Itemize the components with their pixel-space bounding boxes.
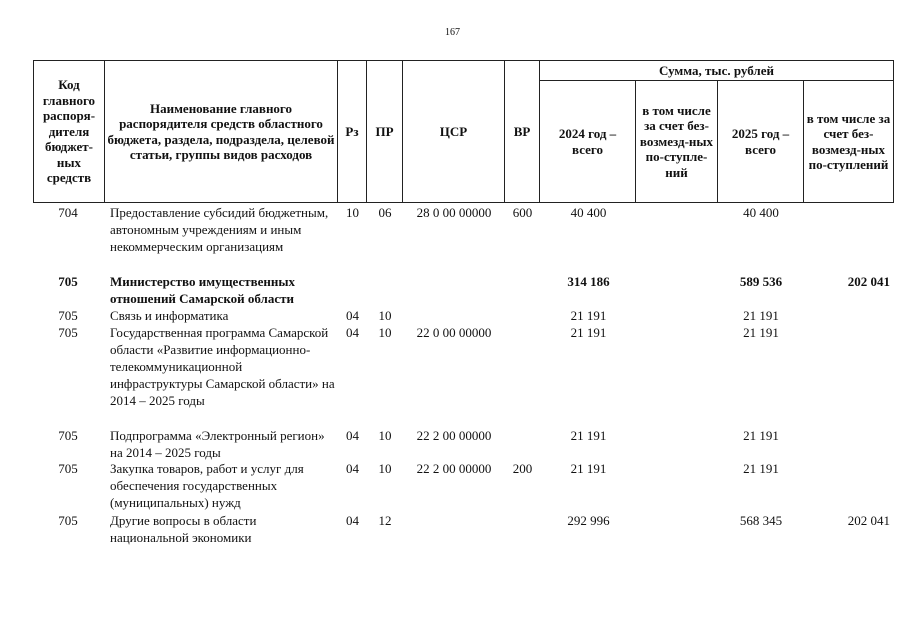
row-csr: 28 0 00 00000: [416, 205, 492, 220]
header-sum: Сумма, тыс. рублей: [540, 60, 894, 81]
row-2024: 314 186: [567, 274, 610, 289]
row-2025: 21 191: [743, 325, 779, 340]
row-2024: 21 191: [570, 428, 607, 443]
row-2024: 21 191: [570, 325, 607, 340]
row-rz: 04: [346, 325, 359, 340]
row-2024: 40 400: [570, 205, 607, 220]
row-vr: 600: [512, 205, 533, 220]
row-pr: 10: [378, 325, 392, 340]
row-2025: 568 345: [739, 513, 783, 528]
header-2025: 2025 год – всего: [718, 81, 804, 203]
row-csr: 22 0 00 00000: [416, 325, 492, 340]
row-rz: 04: [346, 308, 359, 323]
header-csr: ЦСР: [403, 60, 505, 203]
row-2025: 589 536: [739, 274, 783, 289]
header-2024: 2024 год – всего: [540, 81, 636, 203]
row-rz: 04: [346, 428, 359, 443]
row-pr: 06: [378, 205, 392, 220]
row-name: Министерство имущественных отношений Самарской области: [110, 274, 296, 306]
row-code: 705: [58, 513, 78, 528]
header-2025-bez: в том числе за счет без-возмезд-ных по-ступлений: [804, 81, 894, 203]
row-code: 704: [58, 205, 78, 220]
row-2024: 292 996: [567, 513, 610, 528]
row-name: Связь и информатика: [110, 308, 229, 323]
row-pr: 10: [378, 308, 392, 323]
row-code: 705: [58, 274, 78, 289]
page-number: 167: [445, 27, 460, 38]
header-code: Код главного распоря-дителя бюджет-ных средств: [33, 60, 105, 203]
row-2025-bez: 202 041: [847, 274, 890, 289]
row-code: 705: [58, 461, 78, 476]
header-pr: ПР: [367, 60, 403, 203]
row-2024: 21 191: [570, 461, 607, 476]
row-code: 705: [58, 308, 78, 323]
row-rz: 04: [346, 513, 359, 528]
row-code: 705: [58, 325, 78, 340]
row-2025-bez: 202 041: [847, 513, 890, 528]
row-pr: 10: [378, 461, 392, 476]
header-name: Наименование главного распорядителя средств областного бюджета, раздела, подраздела, целевой статьи, группы видов расходов: [105, 60, 338, 203]
row-name: Предоставление субсидий бюджетным, автономным учреждениям и иным некоммерческим организациям: [110, 205, 329, 254]
header-2024-bez: в том числе за счет без-возмезд-ных по-ступле-ний: [636, 81, 718, 203]
row-pr: 10: [378, 428, 392, 443]
row-rz: 10: [346, 205, 359, 220]
row-vr: 200: [512, 461, 533, 476]
row-name: Другие вопросы в области национальной экономики: [110, 513, 257, 545]
row-code: 705: [58, 428, 78, 443]
row-name: Закупка товаров, работ и услуг для обеспечения государственных (муниципальных) нужд: [110, 461, 304, 510]
row-pr: 12: [378, 513, 392, 528]
row-name: Государственная программа Самарской области «Развитие информационно-телекоммуникационной инфраструктуры Самарской области» на 2014 – 2025 годы: [110, 325, 335, 408]
row-rz: 04: [346, 461, 359, 476]
row-2025: 21 191: [743, 308, 779, 323]
row-csr: 22 2 00 00000: [416, 428, 492, 443]
row-2025: 40 400: [743, 205, 779, 220]
row-csr: 22 2 00 00000: [416, 461, 492, 476]
header-rz: Рз: [338, 60, 367, 203]
header-vr: ВР: [505, 60, 540, 203]
row-2024: 21 191: [570, 308, 607, 323]
row-name: Подпрограмма «Электронный регион» на 2014 – 2025 годы: [110, 428, 325, 460]
row-2025: 21 191: [743, 428, 779, 443]
row-2025: 21 191: [743, 461, 779, 476]
